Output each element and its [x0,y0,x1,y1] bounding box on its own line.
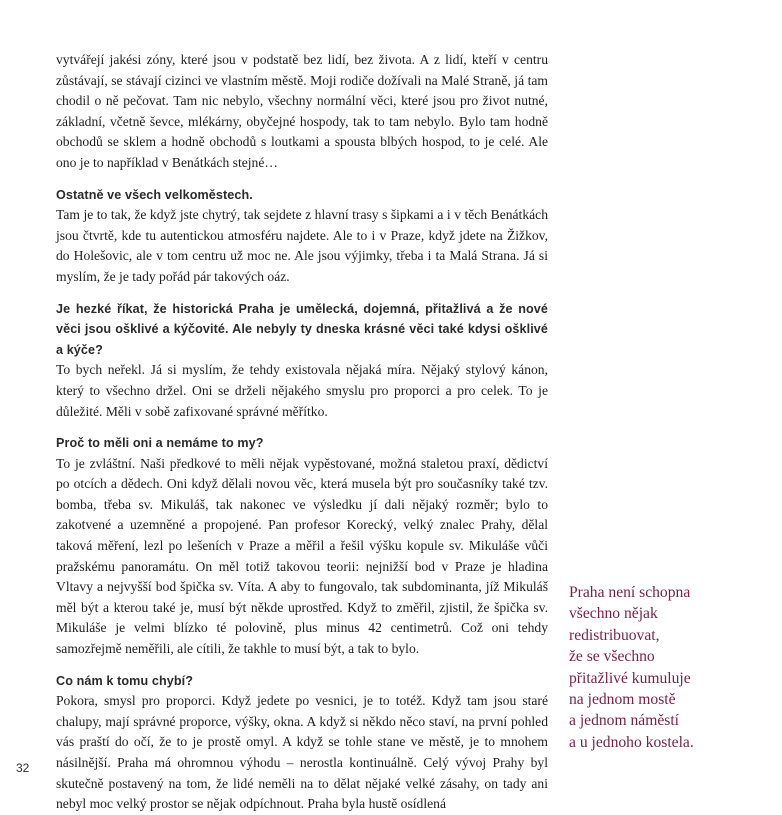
question-heading-2: Je hezké říkat, že historická Praha je umělecká, dojemná, přitažlivá a že nové věci jsou ošklivé a kýčovité. Ale nebyly ty dneska krásné věci také kdysi ošklivé a kýče? [56,301,548,357]
pull-quote-line: že se všechno [569,648,655,666]
page-number: 32 [16,761,30,775]
question-heading-1: Ostatně ve všech velkoměstech. [56,187,253,202]
pull-quote-line: a jednom náměstí [569,712,679,730]
paragraph-3: To bych neřekl. Já si myslím, že tehdy existovala nějaká míra. Nějaký stylový kánon, který to všechno držel. Oni se drželi nějakého smyslu pro proporci a pro celek. To je důležité. Měli v sobě zafixované správné měřítko. [56,362,548,419]
pull-quote [569,582,769,753]
pull-quote-line: redistribuovat, [569,626,660,644]
pull-quote-line: na jednom mostě [569,691,676,709]
question-heading-4: Co nám k tomu chybí? [56,673,194,688]
paragraph-4: To je zvláštní. Naši předkové to měli nějak vypěstované, možná staletou praxí, dědictví po otcích a dědech. Oni když dělali novou věc, která musela být pro současníky také tzv. bomba, třeba sv. Mikuláš, tak nakonec ve výsledku jí dali nějaký rozměr; bylo to zakotvené a uzemněné a propojené. Pan profesor Korecký, velký znalec Prahy, dělal taková měření, lezl po lešeních v Praze a měřil a řešil výšku kopule sv. Mikuláše vůči pražskému panoramátu. On měl totiž takovou teorii: nejnižší bod v Praze je hladina Vltavy a nejvyšší bod špička sv. Víta. A aby to fungovalo, tak subdominanta, jíž Mikuláš měl být a kterou také je, musí být někde uprostřed. Když to změřil, zjistil, že špička sv. Mikuláše je velmi blízko té polovině, plus minus 42 centimetrů. Což oni tehdy samozřejmě neměřili, ale cítili, že takhle to musí být, a tak to bylo. [56,455,548,657]
main-text-column [56,50,548,815]
question-heading-3: Proč to měli oni a nemáme to my? [56,436,264,451]
pull-quote-line: Praha není schopna [569,584,691,601]
paragraph-2: Tam je to tak, že když jste chytrý, tak sejdete z hlavní trasy s šipkami a i v těch Benátkách jsou čtvrtě, kde tu autentickou atmosféru najdete. Ale to i v Praze, když jdete na Žižkov, do Holešovic, ale v tom centru už moc ne. Ale jsou výjimky, třeba i ta Malá Strana. Já si myslím, že je tady pořád pár takových oáz. [56,207,548,284]
pull-quote-line: všechno nějak [569,605,658,623]
pull-quote-line: a u jednoho kostela. [569,733,694,751]
paragraph-1: vytvářejí jakési zóny, které jsou v podstatě bez lidí, bez života. A z lidí, kteří v centru zůstávají, se stávají cizinci ve vlastním městě. Moji rodiče dožívali na Malé Straně, já tam chodil o ně pečovat. Tam nic nebylo, všechny normální věci, které jsou pro život nutné, základní, včetně ševce, mlékárny, obyčejné hospody, tak to tam nebylo. Bylo tam hodně obchodů se sklem a hodně obchodů s loutkami a spousta blbých hospod, to je celé. Ale ono je to například v Benátkách stejné… [56,52,548,170]
paragraph-5: Pokora, smysl pro proporci. Když jedete po vesnici, je to totéž. Když tam jsou staré chalupy, mají správné proporce, výšky, okna. A když si někdo něco staví, na první pohled vás praští do očí, že to je prostě omyl. A když se tohle stane ve městě, je to mnohem násilnější. Praha má ohromnou výhodu – nerostla kontinuálně. Celý vývoj Prahy byl skutečně postavený na tom, že lidé neměli na to dělat nějaké velké zásahy, on tady ani nebyl moc velký prostor se nějak odpíchnout. Praha byla hustě osídlená [56,693,548,812]
pull-quote-line: přitažlivé kumuluje [569,669,691,687]
